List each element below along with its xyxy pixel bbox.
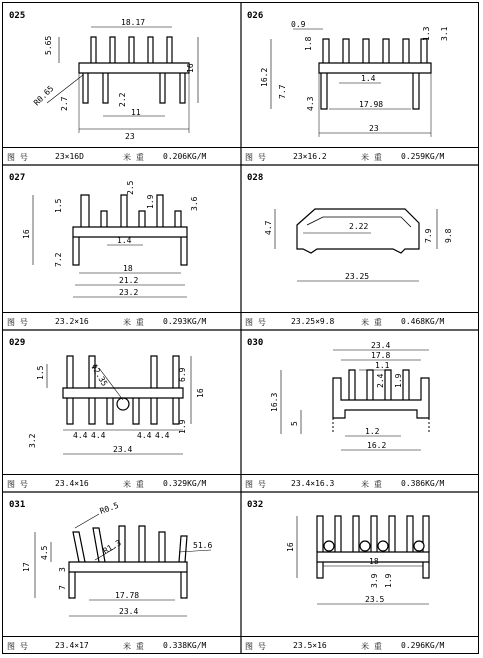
figure-no-value: 23×16D xyxy=(55,152,84,161)
weight-label: 米 重 xyxy=(123,642,144,651)
profile-panel-031 xyxy=(3,492,241,654)
profile-drawing xyxy=(3,165,241,313)
dim-label: 23.5 xyxy=(365,595,385,604)
dim-label: 23.4 xyxy=(119,607,139,616)
dim-label: 23.25 xyxy=(345,272,370,281)
figure-no-label: 图 号 xyxy=(7,642,28,651)
dim-label: 1.9 xyxy=(146,194,155,209)
dim-label: 1.4 xyxy=(361,74,376,83)
dim-label: 4.4 xyxy=(155,431,170,440)
profile-panel-026 xyxy=(241,3,479,165)
weight-value: 0.293KG/M xyxy=(163,317,207,326)
figure-no-label: 图 号 xyxy=(7,318,28,327)
dim-label: 16 xyxy=(186,63,195,73)
dim-label: 4.7 xyxy=(264,220,273,235)
weight-value: 0.206KG/M xyxy=(163,152,207,161)
profile-code: 029 xyxy=(9,338,26,348)
profile-panel-027 xyxy=(3,165,241,330)
weight-label: 米 重 xyxy=(123,153,144,162)
dim-label: 0.9 xyxy=(291,20,306,29)
profile-panel-028 xyxy=(241,165,479,330)
profile-drawing xyxy=(241,330,479,475)
dim-label: 1.1 xyxy=(375,361,390,370)
dim-label: R1.3 xyxy=(101,538,123,556)
figure-no-label: 图 号 xyxy=(7,153,28,162)
profile-code: 030 xyxy=(247,338,264,348)
weight-label: 米 重 xyxy=(361,153,382,162)
weight-label: 米 重 xyxy=(123,480,144,489)
dim-label: 4.5 xyxy=(40,545,49,560)
weight-value: 0.329KG/M xyxy=(163,479,207,488)
dim-label: 16 xyxy=(196,388,205,398)
dim-label: 1.9 xyxy=(178,419,187,434)
figure-no-value: 23.4×17 xyxy=(55,641,89,650)
info-bar xyxy=(3,474,241,492)
weight-value: 0.468KG/M xyxy=(401,317,445,326)
dim-label: 23.4 xyxy=(113,445,133,454)
dim-label: 3.6 xyxy=(190,196,199,211)
dim-label: 4.3 xyxy=(306,96,315,111)
dim-label: 2.7 xyxy=(60,96,69,111)
info-bar xyxy=(241,474,479,492)
dim-label: 2.5 xyxy=(126,180,135,195)
dim-label: 5 xyxy=(290,421,299,426)
dim-label: 1.2 xyxy=(365,427,380,436)
dim-label: 1.5 xyxy=(54,198,63,213)
dim-label: 3.9 xyxy=(370,573,379,588)
dim-label: 17.8 xyxy=(371,351,391,360)
info-bar xyxy=(3,312,241,330)
profile-drawing xyxy=(241,3,479,148)
figure-no-value: 23.5×16 xyxy=(293,641,327,650)
weight-label: 米 重 xyxy=(361,480,382,489)
weight-value: 0.338KG/M xyxy=(163,641,207,650)
dim-label: 5.65 xyxy=(44,35,53,55)
dim-label: 51.6 xyxy=(193,541,213,550)
info-bar xyxy=(241,312,479,330)
profile-code: 027 xyxy=(9,173,26,183)
figure-no-label: 图 号 xyxy=(245,318,266,327)
dim-label: 6.9 xyxy=(178,367,187,382)
figure-no-value: 23.2×16 xyxy=(55,317,89,326)
dim-label: 1.5 xyxy=(36,365,45,380)
profile-code: 032 xyxy=(247,500,264,510)
dim-label: 16 xyxy=(286,542,295,552)
dim-label: 2.2 xyxy=(118,92,127,107)
profile-code: 031 xyxy=(9,500,26,510)
profile-code: 026 xyxy=(247,11,264,21)
dim-label: 1.9 xyxy=(384,573,393,588)
dim-label: 1.3 xyxy=(422,26,431,41)
dim-label: 17.78 xyxy=(115,591,140,600)
profile-drawing xyxy=(241,492,479,637)
figure-no-value: 23.4×16.3 xyxy=(291,479,335,488)
profile-panel-030 xyxy=(241,330,479,492)
dim-label: 16.3 xyxy=(270,392,279,412)
weight-value: 0.259KG/M xyxy=(401,152,445,161)
figure-no-label: 图 号 xyxy=(245,153,266,162)
profile-panel-025 xyxy=(3,3,241,165)
dim-label: 7.2 xyxy=(54,252,63,267)
dim-label: 2.22 xyxy=(349,222,369,231)
dim-label: R0.5 xyxy=(98,500,120,516)
dim-label: 9.8 xyxy=(444,228,453,243)
info-bar xyxy=(3,147,241,165)
dim-label: Φ2.35 xyxy=(89,362,110,388)
dim-label: 3.2 xyxy=(28,433,37,448)
dim-label: 4.4 xyxy=(91,431,106,440)
info-bar xyxy=(3,636,241,654)
dim-label: 1.8 xyxy=(304,36,313,51)
dim-label: 18 xyxy=(123,264,133,273)
profile-drawing xyxy=(3,492,241,637)
profile-code: 028 xyxy=(247,173,264,183)
info-bar xyxy=(241,636,479,654)
dim-label: 7 xyxy=(58,585,67,590)
dim-label: 23 xyxy=(369,124,379,133)
dim-label: 3 xyxy=(58,567,67,572)
dim-label: 11 xyxy=(131,108,141,117)
weight-label: 米 重 xyxy=(361,318,382,327)
dim-label: 16 xyxy=(22,229,31,239)
figure-no-label: 图 号 xyxy=(7,480,28,489)
dim-label: 4.4 xyxy=(73,431,88,440)
profile-drawing xyxy=(241,165,479,313)
dim-label: 23.2 xyxy=(119,288,139,297)
dim-label: 23 xyxy=(125,132,135,141)
figure-no-value: 23×16.2 xyxy=(293,152,327,161)
profile-panel-029 xyxy=(3,330,241,492)
dim-label: 18.17 xyxy=(121,18,146,27)
weight-value: 0.296KG/M xyxy=(401,641,445,650)
weight-label: 米 重 xyxy=(361,642,382,651)
dim-label: 4.4 xyxy=(137,431,152,440)
dim-label: 1.9 xyxy=(394,373,403,388)
weight-value: 0.386KG/M xyxy=(401,479,445,488)
dim-label: 7.7 xyxy=(278,84,287,99)
dim-label: 18 xyxy=(369,557,379,566)
dim-label: 7.9 xyxy=(424,228,433,243)
figure-no-value: 23.4×16 xyxy=(55,479,89,488)
dim-label: R0.65 xyxy=(32,84,56,108)
figure-no-value: 23.25×9.8 xyxy=(291,317,335,326)
dim-label: 17.98 xyxy=(359,100,384,109)
dim-label: 21.2 xyxy=(119,276,139,285)
info-bar xyxy=(241,147,479,165)
dim-label: 16.2 xyxy=(367,441,387,450)
dim-label: 2.4 xyxy=(376,373,385,388)
figure-no-label: 图 号 xyxy=(245,642,266,651)
dim-label: 1.4 xyxy=(117,236,132,245)
dim-label: 16.2 xyxy=(260,67,269,87)
weight-label: 米 重 xyxy=(123,318,144,327)
profile-drawing xyxy=(3,330,241,475)
dim-label: 23.4 xyxy=(371,341,391,350)
dim-label: 3.1 xyxy=(440,26,449,41)
dim-label: 17 xyxy=(22,562,31,572)
profile-panel-032 xyxy=(241,492,479,654)
profile-code: 025 xyxy=(9,11,26,21)
figure-no-label: 图 号 xyxy=(245,480,266,489)
profile-drawing xyxy=(3,3,241,148)
